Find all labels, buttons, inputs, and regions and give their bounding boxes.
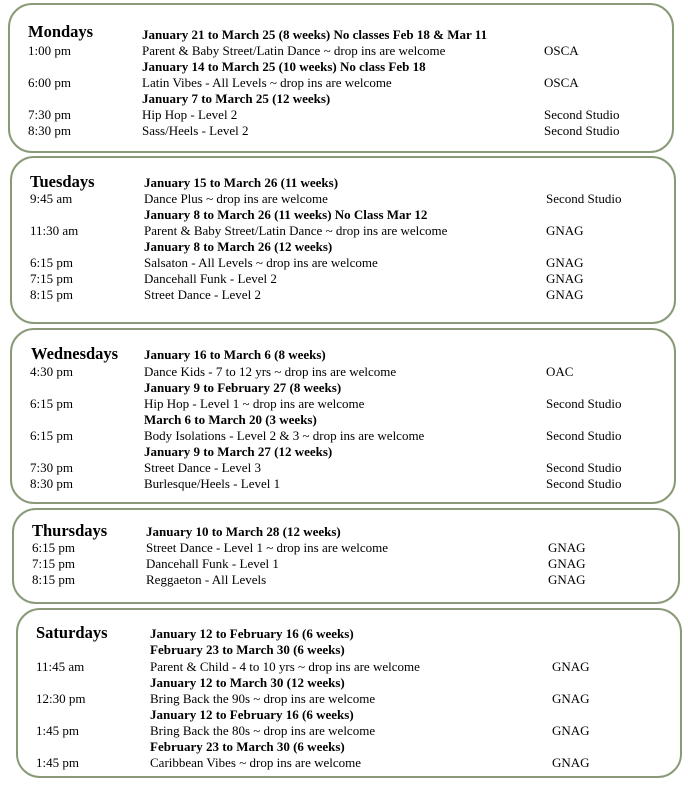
class-venue: OSCA — [544, 75, 579, 90]
date-range: January 9 to February 27 (8 weeks) — [144, 380, 342, 395]
class-venue: GNAG — [546, 255, 584, 270]
class-venue: Second Studio — [546, 396, 622, 411]
class-time: 7:30 pm — [30, 460, 73, 475]
class-venue: GNAG — [552, 755, 590, 770]
class-row — [12, 271, 674, 287]
class-row — [10, 123, 672, 139]
class-name: Bring Back the 90s ~ drop ins are welcome — [150, 691, 376, 706]
date-range-row — [10, 59, 672, 75]
day-heading: Mondays — [28, 22, 94, 41]
class-venue: GNAG — [552, 723, 590, 738]
class-time: 12:30 pm — [36, 691, 86, 706]
class-name: Street Dance - Level 3 — [144, 460, 261, 475]
class-venue: Second Studio — [546, 460, 622, 475]
class-row — [12, 191, 674, 207]
date-range: January 8 to March 26 (12 weeks) — [144, 239, 333, 254]
class-row — [12, 364, 674, 380]
class-venue: Second Studio — [546, 191, 622, 206]
class-row — [10, 43, 672, 59]
class-time: 4:30 pm — [30, 364, 73, 379]
class-time: 7:30 pm — [28, 107, 71, 122]
class-name: Parent & Baby Street/Latin Dance ~ drop ins are welcome — [144, 223, 448, 238]
class-time: 8:15 pm — [32, 572, 75, 587]
date-range: January 14 to March 25 (10 weeks) No class Feb 18 — [142, 59, 426, 74]
date-range: January 12 to February 16 (6 weeks) — [150, 707, 354, 722]
class-name: Street Dance - Level 2 — [144, 287, 261, 302]
class-name: Dancehall Funk - Level 1 — [146, 556, 279, 571]
class-venue: OSCA — [544, 43, 579, 58]
class-venue: GNAG — [552, 691, 590, 706]
date-range: February 23 to March 30 (6 weeks) — [150, 739, 345, 754]
class-name: Street Dance - Level 1 ~ drop ins are welcome — [146, 540, 389, 555]
day-section-thursdays — [12, 508, 680, 604]
class-name: Hip Hop - Level 1 ~ drop ins are welcome — [144, 396, 365, 411]
day-heading: Thursdays — [32, 521, 108, 540]
class-name: Dancehall Funk - Level 2 — [144, 271, 277, 286]
date-range-row — [12, 412, 674, 428]
class-venue: GNAG — [546, 271, 584, 286]
date-range-row — [10, 91, 672, 107]
class-venue: GNAG — [548, 556, 586, 571]
class-time: 6:00 pm — [28, 75, 71, 90]
class-name: Hip Hop - Level 2 — [142, 107, 238, 122]
class-name: Body Isolations - Level 2 & 3 ~ drop ins are welcome — [144, 428, 425, 443]
date-range: January 15 to March 26 (11 weeks) — [144, 175, 339, 190]
class-name: Dance Plus ~ drop ins are welcome — [144, 191, 328, 206]
class-row — [10, 75, 672, 91]
class-venue: Second Studio — [544, 107, 620, 122]
date-range-row — [14, 521, 678, 540]
date-range-row — [12, 239, 674, 255]
day-heading: Wednesdays — [31, 344, 119, 363]
date-range-row — [18, 675, 680, 691]
day-heading: Tuesdays — [30, 172, 95, 191]
class-venue: GNAG — [548, 572, 586, 587]
date-range: January 9 to March 27 (12 weeks) — [144, 444, 333, 459]
class-venue: GNAG — [548, 540, 586, 555]
class-row — [14, 540, 678, 556]
class-venue: GNAG — [552, 659, 590, 674]
class-name: Parent & Child - 4 to 10 yrs ~ drop ins are welcome — [150, 659, 420, 674]
class-venue: Second Studio — [546, 428, 622, 443]
class-row — [14, 572, 678, 588]
class-time: 6:15 pm — [30, 428, 73, 443]
date-range-row — [18, 739, 680, 755]
class-time: 8:15 pm — [30, 287, 73, 302]
class-venue: Second Studio — [544, 123, 620, 138]
class-name: Burlesque/Heels - Level 1 — [144, 476, 281, 491]
class-row — [12, 460, 674, 476]
class-time: 6:15 pm — [30, 255, 73, 270]
date-range-row — [12, 380, 674, 396]
class-name: Reggaeton - All Levels — [146, 572, 267, 587]
class-row — [18, 659, 680, 675]
class-time: 8:30 pm — [30, 476, 73, 491]
class-time: 1:45 pm — [36, 723, 79, 738]
class-row — [18, 755, 680, 771]
date-range-row — [12, 344, 674, 363]
date-range: February 23 to March 30 (6 weeks) — [150, 642, 345, 657]
day-section-tuesdays — [10, 156, 676, 324]
class-venue: GNAG — [546, 287, 584, 302]
date-range: January 16 to March 6 (8 weeks) — [144, 347, 326, 362]
class-name: Caribbean Vibes ~ drop ins are welcome — [150, 755, 362, 770]
date-range: January 8 to March 26 (11 weeks) No Class Mar 12 — [144, 207, 428, 222]
class-venue: Second Studio — [546, 476, 622, 491]
class-name: Sass/Heels - Level 2 — [142, 123, 249, 138]
date-range: January 7 to March 25 (12 weeks) — [142, 91, 331, 106]
class-name: Latin Vibes - All Levels ~ drop ins are welcome — [142, 75, 392, 90]
class-time: 1:00 pm — [28, 43, 71, 58]
date-range: January 12 to February 16 (6 weeks) — [150, 626, 354, 641]
class-row — [10, 107, 672, 123]
class-row — [14, 556, 678, 572]
date-range: January 12 to March 30 (12 weeks) — [150, 675, 345, 690]
class-time: 6:15 pm — [30, 396, 73, 411]
class-row — [12, 255, 674, 271]
class-time: 7:15 pm — [30, 271, 73, 286]
class-name: Salsaton - All Levels ~ drop ins are welcome — [144, 255, 378, 270]
class-row — [12, 223, 674, 239]
class-venue: OAC — [546, 364, 574, 379]
date-range-row — [18, 623, 680, 642]
date-range-row — [10, 27, 672, 43]
class-name: Parent & Baby Street/Latin Dance ~ drop ins are welcome — [142, 43, 446, 58]
date-range: January 21 to March 25 (8 weeks) No classes Feb 18 & Mar 11 — [142, 27, 488, 42]
class-row — [12, 476, 674, 492]
day-section-mondays — [8, 3, 674, 153]
class-row — [18, 723, 680, 739]
class-row — [12, 396, 674, 412]
class-row — [12, 287, 674, 303]
class-time: 9:45 am — [30, 191, 73, 206]
class-name: Bring Back the 80s ~ drop ins are welcome — [150, 723, 376, 738]
class-time: 7:15 pm — [32, 556, 75, 571]
date-range-row — [12, 207, 674, 223]
class-name: Dance Kids - 7 to 12 yrs ~ drop ins are welcome — [144, 364, 397, 379]
class-time: 11:30 am — [30, 223, 79, 238]
class-time: 11:45 am — [36, 659, 85, 674]
date-range-row — [18, 707, 680, 723]
class-time: 8:30 pm — [28, 123, 71, 138]
date-range-row — [12, 444, 674, 460]
class-time: 6:15 pm — [32, 540, 75, 555]
day-section-saturdays — [16, 608, 682, 778]
date-range-row — [12, 172, 674, 191]
date-range: January 10 to March 28 (12 weeks) — [146, 524, 341, 539]
class-row — [18, 691, 680, 707]
class-time: 1:45 pm — [36, 755, 79, 770]
day-heading: Saturdays — [36, 623, 108, 642]
date-range-row — [18, 642, 680, 658]
class-venue: GNAG — [546, 223, 584, 238]
date-range: March 6 to March 20 (3 weeks) — [144, 412, 317, 427]
day-section-wednesdays — [10, 328, 676, 504]
class-row — [12, 428, 674, 444]
